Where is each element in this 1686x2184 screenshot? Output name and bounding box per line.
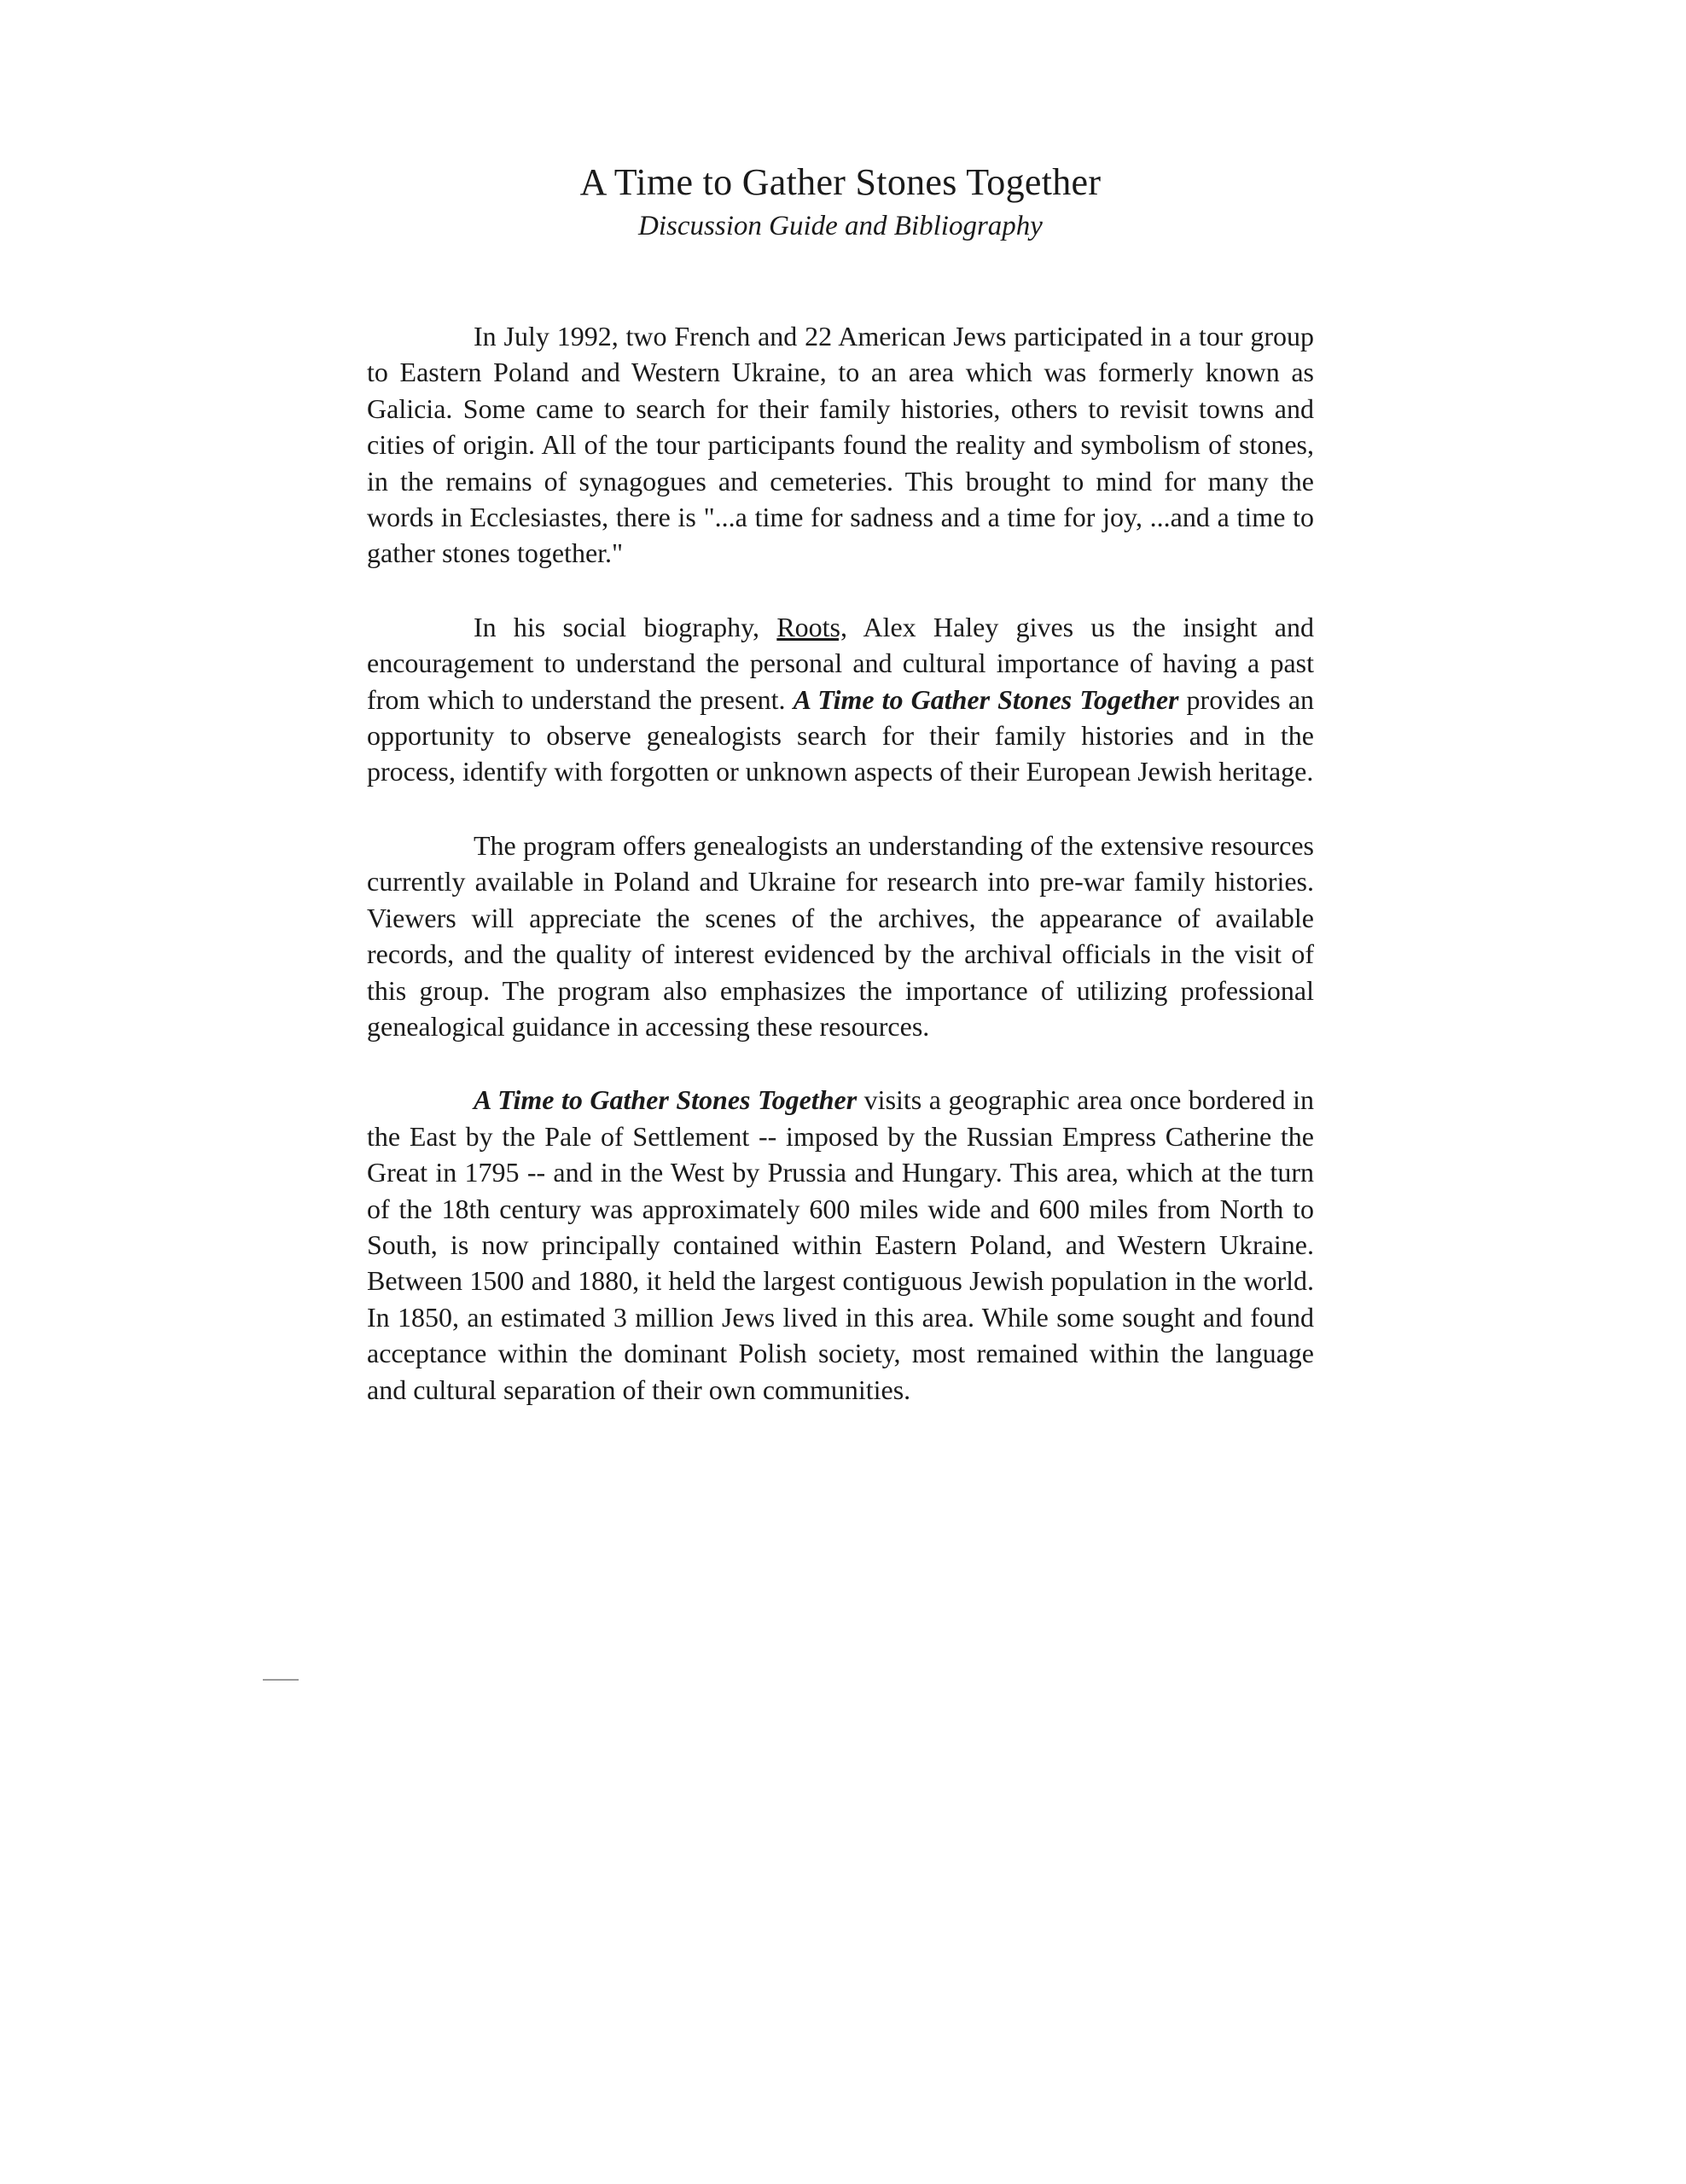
paragraph-roots-text-a: In his social biography, (474, 611, 777, 642)
document-subtitle: Discussion Guide and Bibliography (638, 211, 1043, 241)
paragraph-roots-text-c: provides an opportunity to observe genealogists search for their family histories and in the process, identify with forgotten or unknown aspects of their European Jewish heritage. (367, 683, 1315, 787)
paragraph-geography-text: visits a geographic area once bordered in the East by the Pale of Settlement -- imposed by the Russian Empress Catherine the Great in 1795 -- and in the West by Prussia and Hungary. This area, which at the turn of the 18th century was approximately 600 miles wide and 600 miles from North to South, is now principally contained within Eastern Poland, and Western Ukraine. Between 1500 and 1880, it held the largest contiguous Jewish population in the world. In 1850, an estimated 3 million Jews lived in this area. While some sought and found acceptance within the dominant Polish society, most remained within the language and cultural separation of their own communities. (367, 1084, 1315, 1405)
paragraph-geography (367, 1082, 1314, 1408)
paragraph-roots-text-b: Alex Haley gives us the insight and encouragement to understand the personal and cultural importance of having a past from which to understand the present. (367, 611, 1315, 715)
paragraph-roots (367, 609, 1314, 790)
title-block (367, 160, 1314, 244)
program-title-emphasis: A Time to Gather Stones Together (793, 683, 1179, 715)
document-body (367, 318, 1314, 1444)
program-title-emphasis: A Time to Gather Stones Together (474, 1084, 858, 1116)
book-title-roots: Roots, (776, 611, 847, 642)
document-title: A Time to Gather Stones Together (579, 161, 1102, 203)
paragraph-intro: In July 1992, two French and 22 American Jews participated in a tour group to Eastern Poland and Western Ukraine, to an area which was formerly known as Galicia. Some came to search for their family histories, others to revisit towns and cities of origin. All of the tour participants found the reality and symbolism of stones, in the remains of synagogues and cemeteries. This brought to mind for many the words in Ecclesiastes, there is "...a time for sadness and a time for joy, ...and a time to gather stones together." (367, 321, 1314, 569)
scan-speck (263, 1679, 299, 1681)
paragraph-program: The program offers genealogists an understanding of the extensive resources currently available in Poland and Ukraine for research into pre-war family histories. Viewers will appreciate the scenes of the archives, the appearance of available records, and the quality of interest evidenced by the archival officials in the visit of this group. The program also emphasizes the importance of utilizing professional genealogical guidance in accessing these resources. (367, 829, 1314, 1042)
